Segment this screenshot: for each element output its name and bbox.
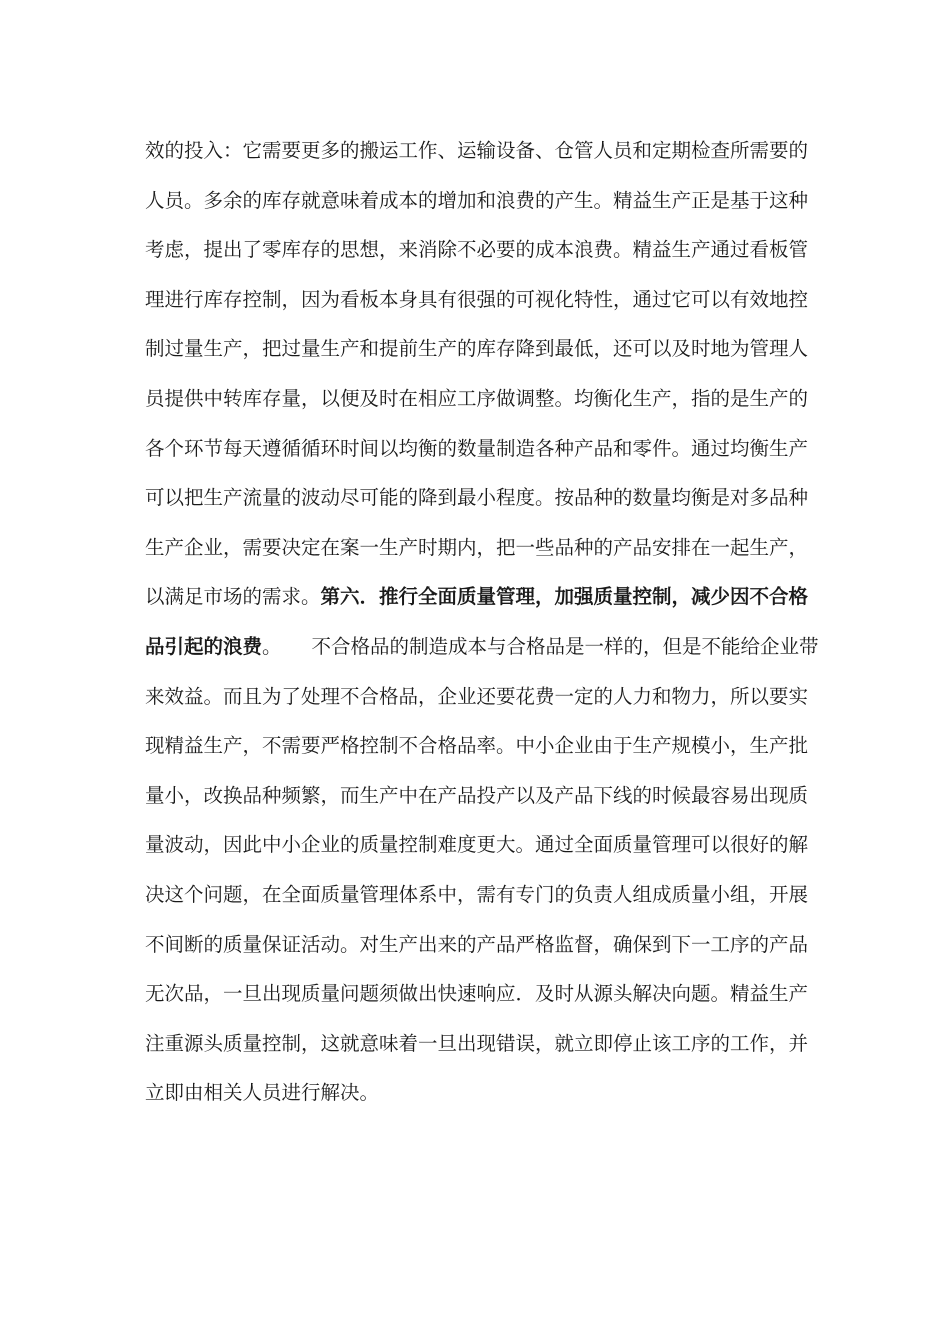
text-segment: 生产企业，需要决定在案一生产时期内，把一些品种的产品安排在一起生产，: [145, 535, 809, 559]
text-segment: 人员。多余的库存就意味着成本的增加和浪费的产生。精益生产正是基于这种: [145, 188, 809, 212]
text-segment: 量波动，因此中小企业的质量控制难度更大。通过全面质量管理可以很好的解: [145, 833, 809, 857]
text-segment: 员提供中转库存量，以便及时在相应工序做调整。均衡化生产，指的是生产的: [145, 386, 809, 410]
bold-heading-text: 品引起的浪费: [145, 634, 263, 658]
text-line: [145, 275, 809, 325]
text-line: [145, 820, 809, 870]
text-line: [145, 1019, 809, 1069]
text-line: [145, 523, 809, 573]
text-segment: 可以把生产流量的波动尽可能的降到最小程度。按品种的数量均衡是对多品种: [145, 486, 809, 510]
text-segment: 效的投入：它需要更多的搬运工作、运输设备、仓管人员和定期检查所需要的: [145, 139, 809, 162]
text-segment: 决这个问题，在全面质量管理体系中，需有专门的负责人组成质量小组，开展: [145, 882, 809, 906]
text-segment: 不间断的质量保证活动。对生产出来的产品严格监督，确保到下一工序的产品: [145, 932, 809, 956]
text-segment: 理进行库存控制，因为看板本身具有很强的可视化特性，通过它可以有效地控: [145, 287, 809, 311]
text-segment: 。: [262, 634, 282, 658]
text-segment: 无次品，一旦出现质量问题须做出快速响应．及时从源头解决向题。精益生产: [145, 982, 809, 1006]
text-line: [145, 771, 809, 821]
text-segment: 制过量生产，把过量生产和提前生产的库存降到最低，还可以及时地为管理人: [145, 337, 809, 361]
text-line: [145, 126, 809, 176]
body-paragraph: [145, 126, 819, 1118]
text-line: [145, 572, 809, 622]
text-line: [145, 225, 809, 275]
text-line: [145, 473, 809, 523]
text-segment: 立即由相关人员进行解决。: [145, 1081, 380, 1105]
text-line: [145, 424, 809, 474]
text-segment: 各个环节每天遵循循环时间以均衡的数量制造各种产品和零件。通过均衡生产: [145, 436, 809, 460]
text-line: [145, 721, 809, 771]
text-segment: 现精益生产，不需要严格控制不合格品率。中小企业由于生产规模小，生产批: [145, 734, 809, 758]
text-line: [145, 672, 809, 722]
text-segment: 量小，改换品种频繁，而生产中在产品投产以及产品下线的时候最容易出现质: [145, 783, 809, 807]
bold-heading-text: 第六．推行全面质量管理，加强质量控制，减少因不合格: [320, 585, 809, 609]
text-segment: 以满足市场的需求。: [145, 585, 321, 609]
text-segment: 注重源头质量控制，这就意味着一旦出现错误，就立即停止该工序的工作，并: [145, 1031, 809, 1055]
text-line: [145, 969, 809, 1019]
text-line: [145, 1068, 805, 1118]
text-line: [145, 324, 809, 374]
text-segment: 不合格品的制造成本与合格品是一样的，但是不能给企业带: [311, 634, 819, 658]
text-line: [145, 622, 819, 672]
text-line: [145, 920, 809, 970]
text-line: [145, 374, 809, 424]
text-segment: 考虑，提出了零库存的思想，来消除不必要的成本浪费。精益生产通过看板管: [145, 238, 809, 262]
text-segment: 来效益。而且为了处理不合格品，企业还要花费一定的人力和物力，所以要实: [145, 684, 809, 708]
text-line: [145, 176, 809, 226]
text-line: [145, 870, 809, 920]
